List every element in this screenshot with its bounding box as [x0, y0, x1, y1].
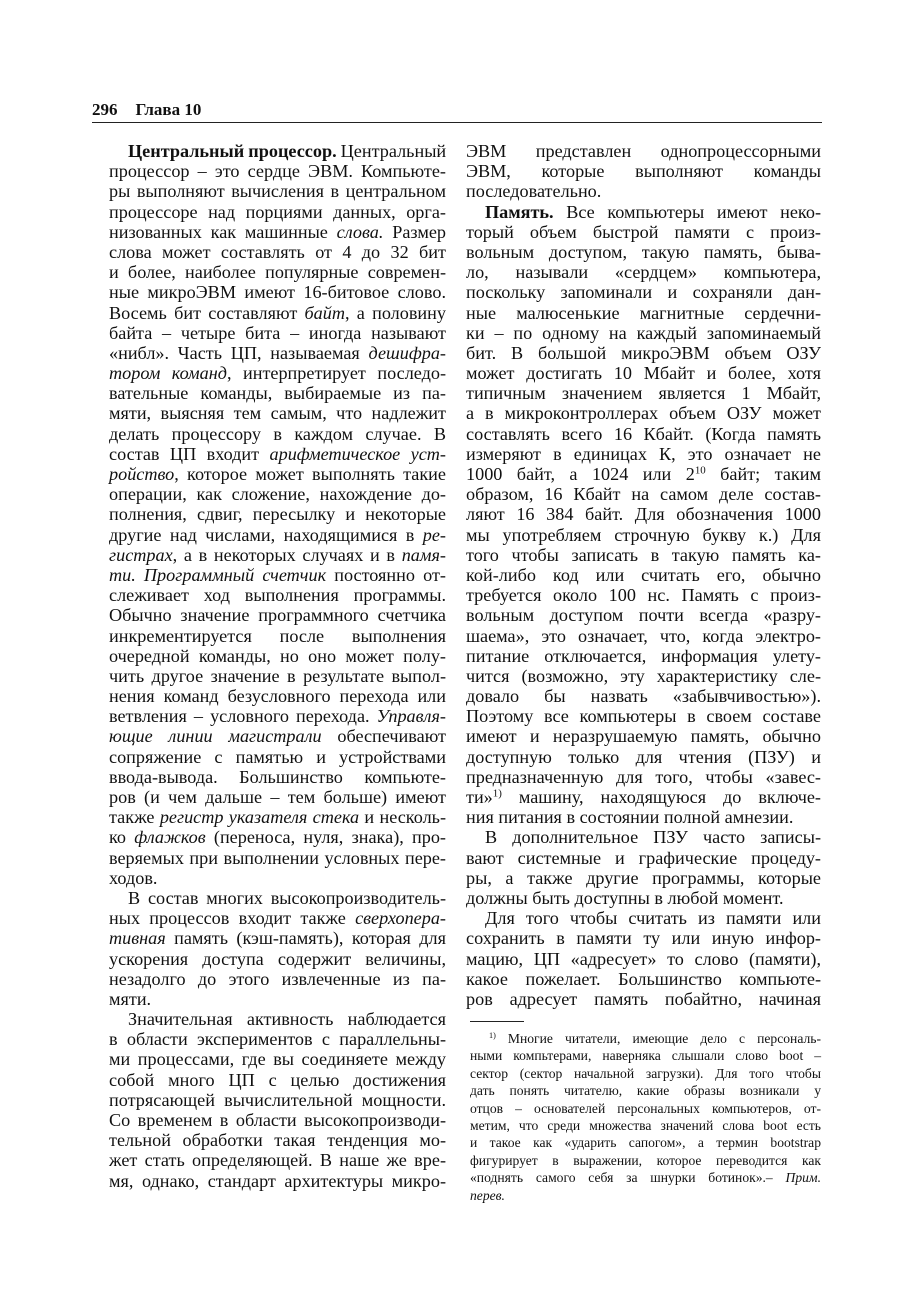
text-line — [466, 989, 821, 1009]
text-run: Восемь бит составляют — [109, 302, 305, 323]
text-line — [109, 989, 446, 1009]
text-run: 1000 байт, а 1024 или 2 — [466, 464, 695, 484]
text-run: ры, а также другие программы, которые — [466, 867, 821, 888]
text-line — [466, 666, 821, 686]
text-run: другие над числами, находящимися в — [109, 524, 423, 545]
text-line — [109, 303, 446, 323]
text-line — [109, 747, 446, 767]
text-run: ми процессами, где вы соединяете между — [109, 1049, 446, 1070]
text-line — [466, 444, 821, 464]
text-line — [109, 848, 446, 868]
paragraph — [466, 141, 821, 202]
text-line — [466, 504, 821, 524]
text-line — [109, 949, 446, 969]
text-line — [466, 928, 821, 948]
text-run: , интерпретирует последо- — [226, 363, 447, 384]
text-run: вательные команды, выбираемые из па- — [109, 383, 446, 404]
text-line — [466, 868, 821, 888]
italic-term: тивная — [109, 928, 166, 949]
text-run: шаема», это означает, что, когда электро- — [466, 625, 821, 646]
text-line — [109, 787, 446, 807]
text-run: ки – по одному на каждый запоминаемый — [466, 322, 821, 343]
text-line — [109, 1110, 446, 1130]
text-run: состав ЦП входит — [109, 443, 270, 464]
italic-term: слова. — [336, 221, 384, 242]
bold-heading: Центральный процессор. — [128, 141, 337, 161]
text-line — [109, 726, 446, 746]
text-line — [470, 1030, 821, 1047]
text-line — [466, 282, 821, 302]
text-run: ния питания в состоянии полной амнезии. — [466, 807, 794, 828]
text-line — [466, 545, 821, 565]
text-run: В состав многих высокопроизводитель- — [128, 887, 446, 908]
text-run: сохранить в памяти ту или иную инфор- — [466, 928, 821, 949]
italic-term: регистр указателя стека — [159, 807, 360, 828]
text-run: а в микроконтроллерах объем ОЗУ может — [466, 403, 821, 424]
text-run: Размер — [383, 221, 446, 242]
text-line — [466, 626, 821, 646]
text-line — [466, 303, 821, 323]
text-run: последовательно. — [466, 181, 602, 202]
text-run: имеют и неразрушаемую память, обычно — [466, 726, 821, 747]
text-line — [466, 323, 821, 343]
text-run: и несколь- — [359, 807, 446, 828]
italic-term: Прим. — [785, 1170, 821, 1186]
italic-term: ти. Программный счетчик — [109, 564, 327, 585]
text-run: байт; таким — [705, 464, 821, 484]
text-run: питание отключается, информация улету- — [466, 645, 821, 666]
text-line — [466, 565, 821, 585]
text-line — [466, 222, 821, 242]
text-line — [470, 1100, 821, 1117]
text-run: слеживает ход выполнения программы. — [109, 585, 446, 606]
superscript: 10 — [694, 464, 706, 477]
text-run: кой-либо код или считать его, обычно — [466, 564, 821, 585]
italic-term: тором команд — [109, 363, 227, 384]
text-run: мацию, ЦП «адресует» то слово (памяти), — [466, 948, 821, 969]
text-run: ные микроЭВМ имеют 16-битовое слово. — [109, 282, 446, 303]
paragraph — [466, 827, 821, 908]
text-run: машину, находящуюся до включе- — [501, 787, 821, 807]
text-line — [109, 1009, 446, 1029]
text-run: мя, однако, стандарт архитектуры микро- — [109, 1170, 446, 1191]
text-run: предназначенную для того, чтобы «завес- — [466, 766, 821, 787]
text-line — [470, 1169, 821, 1186]
text-run: чится (возможно, эту характеристику сле- — [466, 665, 821, 686]
text-run: того чтобы записать в такую память ка- — [466, 544, 821, 565]
text-line — [466, 747, 821, 767]
text-run: процессор – это сердце ЭВМ. Компьюте- — [109, 161, 446, 182]
text-line — [109, 706, 446, 726]
text-run: также — [109, 807, 160, 828]
text-run: ляют 16 384 байт. Для обозначения 1000 — [466, 504, 821, 525]
text-run: фигурирует в выражении, которое переводится как — [470, 1152, 821, 1168]
text-run: типичным значением является 1 Мбайт, — [466, 383, 821, 404]
text-line — [466, 161, 821, 181]
text-run: , а в некоторых случаях и в — [172, 544, 402, 565]
text-line — [109, 202, 446, 222]
text-line — [466, 202, 821, 222]
text-run: может достигать 10 Мбайт и более, хотя — [466, 363, 821, 384]
text-run: Значительная активность наблюдается — [128, 1009, 446, 1030]
text-run: тельной обработки такая тенденция мо- — [109, 1130, 446, 1151]
footnote — [470, 1030, 821, 1204]
text-run: (переноса, нуля, знака), про- — [205, 827, 446, 848]
text-line — [109, 605, 446, 625]
text-run: процессоре над порциями данных, орга- — [109, 201, 446, 222]
text-line — [109, 262, 446, 282]
text-line — [466, 262, 821, 282]
text-line — [109, 908, 446, 928]
italic-term: флажков — [134, 827, 206, 848]
text-run: ускорения доступа содержит величины, — [109, 948, 446, 969]
text-line — [109, 484, 446, 504]
text-line — [109, 424, 446, 444]
text-line — [466, 424, 821, 444]
text-run: В дополнительное ПЗУ часто записы- — [485, 827, 821, 848]
text-run: Все компьютеры имеют неко- — [553, 201, 821, 222]
paragraph — [466, 908, 821, 1009]
text-line — [109, 161, 446, 181]
text-run: незадолго до этого извлеченные из па- — [109, 968, 446, 989]
text-line — [466, 848, 821, 868]
left-column — [109, 141, 446, 1191]
text-run: Поэтому все компьютеры в своем составе — [466, 706, 821, 727]
text-run: измеряют в единицах К, это означает не — [466, 443, 821, 464]
text-run: в области экспериментов с параллельны- — [109, 1029, 446, 1050]
text-line — [109, 807, 446, 827]
text-run: требуется около 100 нс. Память с произ- — [466, 585, 821, 606]
page-number: 296 — [92, 100, 118, 119]
text-line — [466, 141, 821, 161]
text-line — [109, 626, 446, 646]
text-run: дать понять читателю, какие образы возникали у — [470, 1083, 821, 1099]
text-run: «поднять самого себя за шнурки ботинок».– — [470, 1170, 786, 1186]
right-column — [466, 141, 821, 1009]
paragraph — [109, 1009, 446, 1191]
italic-term: ройство — [109, 464, 175, 484]
paragraph — [109, 141, 446, 888]
text-line — [466, 969, 821, 989]
text-run: Со временем в области высокопроизводи- — [109, 1110, 446, 1130]
text-line — [466, 383, 821, 403]
text-run: потрясающей вычислительной мощности. — [109, 1089, 446, 1110]
text-run: память (кэш-память), которая для — [165, 928, 446, 949]
text-line — [466, 403, 821, 423]
text-run: «нибл». Часть ЦП, называемая — [109, 342, 369, 363]
superscript: 1) — [489, 1031, 496, 1041]
text-run: ко — [109, 827, 135, 848]
italic-term: дешифра- — [368, 342, 446, 363]
italic-term: гистрах — [109, 544, 173, 565]
text-run: и такое как «ударить сапогом», а термин bootstrap — [470, 1135, 821, 1151]
text-line — [466, 363, 821, 383]
paragraph — [466, 202, 821, 828]
text-line — [109, 686, 446, 706]
text-run: собой много ЦП с целью достижения — [109, 1069, 446, 1090]
text-line — [109, 827, 446, 847]
text-line — [466, 181, 821, 201]
text-run: постоянно от- — [326, 564, 446, 585]
paragraph — [470, 1030, 821, 1204]
text-run: доступную только для чтения (ПЗУ) и — [466, 746, 821, 767]
text-run: мяти, выясняя тем самым, что надлежит — [109, 403, 446, 424]
text-line — [466, 585, 821, 605]
superscript: 1) — [492, 787, 502, 800]
text-line — [109, 585, 446, 605]
text-run: слова может составлять от 4 до 32 бит — [109, 241, 446, 262]
text-run: ные малюсенькие магнитные сердечни- — [466, 302, 821, 323]
text-run: торый объем быстрой памяти с произ- — [466, 221, 821, 242]
text-line — [470, 1047, 821, 1064]
text-run: мяти. — [109, 988, 152, 1009]
text-run: ными компьтерами, наверняка слышали слово boot – — [470, 1048, 821, 1064]
paragraph — [109, 888, 446, 1009]
text-run: составлять всего 16 Кбайт. (Когда память — [466, 423, 821, 444]
text-run: ввода-вывода. Большинство компьюте- — [109, 766, 446, 787]
italic-term: арифметическое уст- — [269, 443, 446, 464]
text-line — [109, 1130, 446, 1150]
text-run: поскольку запоминали и сохраняли дан- — [466, 282, 821, 303]
text-run: нения команд безусловного перехода или — [109, 686, 446, 707]
bold-heading: Память. — [485, 201, 554, 222]
text-run: ных процессов входит также — [109, 908, 356, 929]
text-line — [109, 1171, 446, 1191]
text-line — [109, 888, 446, 908]
chapter-title: Глава 10 — [135, 100, 202, 119]
text-run: , которое может выполнять такие — [174, 464, 446, 484]
text-run: ло, называли «сердцем» компьютера, — [466, 262, 821, 283]
text-line — [466, 767, 821, 787]
text-line — [466, 908, 821, 928]
text-line — [466, 726, 821, 746]
text-line — [470, 1187, 821, 1204]
text-run: мы употребляем строчную букву к.) Для — [466, 524, 821, 545]
text-line — [466, 242, 821, 262]
text-line — [109, 343, 446, 363]
italic-term: сверхопера- — [355, 908, 446, 929]
italic-term: Управля- — [376, 706, 446, 727]
text-line — [466, 605, 821, 625]
text-run: довало бы назвать «забывчивостью»). — [466, 686, 821, 707]
text-line — [470, 1152, 821, 1169]
text-line — [466, 525, 821, 545]
text-run: должны быть доступны в любой момент. — [466, 887, 784, 908]
text-run: ЭВМ, которые выполняют команды — [466, 161, 821, 182]
text-run: Обычно значение программного счетчика — [109, 605, 446, 626]
text-line — [470, 1082, 821, 1099]
text-run: делать процессору в каждом случае. В — [109, 423, 446, 444]
text-line — [470, 1117, 821, 1134]
text-line — [109, 565, 446, 585]
text-run: , а половину — [345, 302, 446, 323]
text-run: веряемых при выполнении условных пере- — [109, 847, 446, 868]
text-run: вают системные и графические процеду- — [466, 847, 821, 868]
text-line — [109, 525, 446, 545]
text-run: ров (и чем дальше – тем больше) имеют — [109, 787, 446, 807]
text-line — [109, 928, 446, 948]
text-line — [109, 403, 446, 423]
text-run: и более, наиболее популярные современ- — [109, 262, 446, 283]
text-line — [109, 969, 446, 989]
text-run: вольным доступом, такую память, быва- — [466, 241, 821, 262]
italic-term: байт — [304, 302, 345, 323]
text-line — [109, 1049, 446, 1069]
text-line — [109, 767, 446, 787]
text-run: операции, как сложение, нахождение до- — [109, 484, 446, 505]
text-run: ти» — [466, 787, 493, 807]
text-line — [109, 323, 446, 343]
text-line — [109, 181, 446, 201]
text-line — [109, 444, 446, 464]
text-line — [466, 888, 821, 908]
text-line — [109, 383, 446, 403]
text-line — [466, 686, 821, 706]
text-run: сектор (сектор начальной загрузки). Для того чтобы — [470, 1065, 821, 1081]
text-run: очередной команды, но оно может полу- — [109, 645, 446, 666]
text-run: Центральный — [336, 141, 447, 161]
italic-term: перев. — [470, 1187, 505, 1203]
text-line — [109, 545, 446, 565]
text-run: низованных как машинные — [109, 221, 337, 242]
text-run: Многие читатели, имеющие дело с персональ- — [495, 1031, 821, 1046]
text-run: ходов. — [109, 867, 158, 888]
text-run: ров адресует память побайтно, начиная — [466, 988, 821, 1009]
italic-term: ре- — [422, 524, 446, 545]
italic-term: ющие линии магистрали — [109, 726, 322, 747]
text-run: метим, что среди множества значений слова boot есть — [470, 1117, 821, 1133]
text-line — [109, 464, 446, 484]
text-run: ры выполняют вычисления в центральном — [109, 181, 446, 202]
text-run: какое пожелает. Большинство компьюте- — [466, 968, 821, 989]
text-run: байта – четыре бита – иногда называют — [109, 322, 446, 343]
text-run: инкрементируется после выполнения — [109, 625, 446, 646]
header-rule — [92, 122, 822, 123]
text-line — [470, 1065, 821, 1082]
text-line — [109, 1070, 446, 1090]
text-run: Для того чтобы считать из памяти или — [485, 908, 821, 929]
text-line — [109, 363, 446, 383]
text-line — [466, 827, 821, 847]
text-run: чить другое значение в результате выпол- — [109, 665, 446, 686]
text-line — [109, 504, 446, 524]
text-line — [466, 706, 821, 726]
text-line — [109, 1029, 446, 1049]
footnote-rule — [470, 1021, 524, 1022]
text-line — [109, 242, 446, 262]
text-line — [109, 666, 446, 686]
text-line — [109, 1090, 446, 1110]
text-line — [466, 646, 821, 666]
text-line — [109, 222, 446, 242]
text-line — [109, 1150, 446, 1170]
text-run: ветвления – условного перехода. — [109, 706, 377, 727]
text-line — [109, 646, 446, 666]
text-run: отцов – основателей персональных компьютеров, от- — [470, 1100, 821, 1116]
text-run: сопряжение с памятью и устройствами — [109, 746, 446, 767]
text-line — [470, 1134, 821, 1151]
text-run: жет стать определяющей. В наше же вре- — [109, 1150, 446, 1171]
text-line — [466, 464, 821, 484]
running-header — [92, 100, 219, 120]
text-line — [466, 343, 821, 363]
text-run: бит. В большой микроЭВМ объем ОЗУ — [466, 342, 821, 363]
text-run: образом, 16 Кбайт на самом деле состав- — [466, 484, 821, 505]
text-line — [466, 807, 821, 827]
text-line — [109, 141, 446, 161]
text-run: обеспечивают — [321, 726, 447, 747]
text-line — [109, 282, 446, 302]
italic-term: памя- — [401, 544, 446, 565]
text-line — [466, 949, 821, 969]
text-run: вольным доступом почти всегда «разру- — [466, 605, 821, 626]
text-line — [109, 868, 446, 888]
text-run: полнения, сдвиг, пересылку и некоторые — [109, 504, 446, 525]
text-run: ЭВМ представлен однопроцессорными — [466, 141, 821, 161]
text-line — [466, 787, 821, 807]
text-line — [466, 484, 821, 504]
